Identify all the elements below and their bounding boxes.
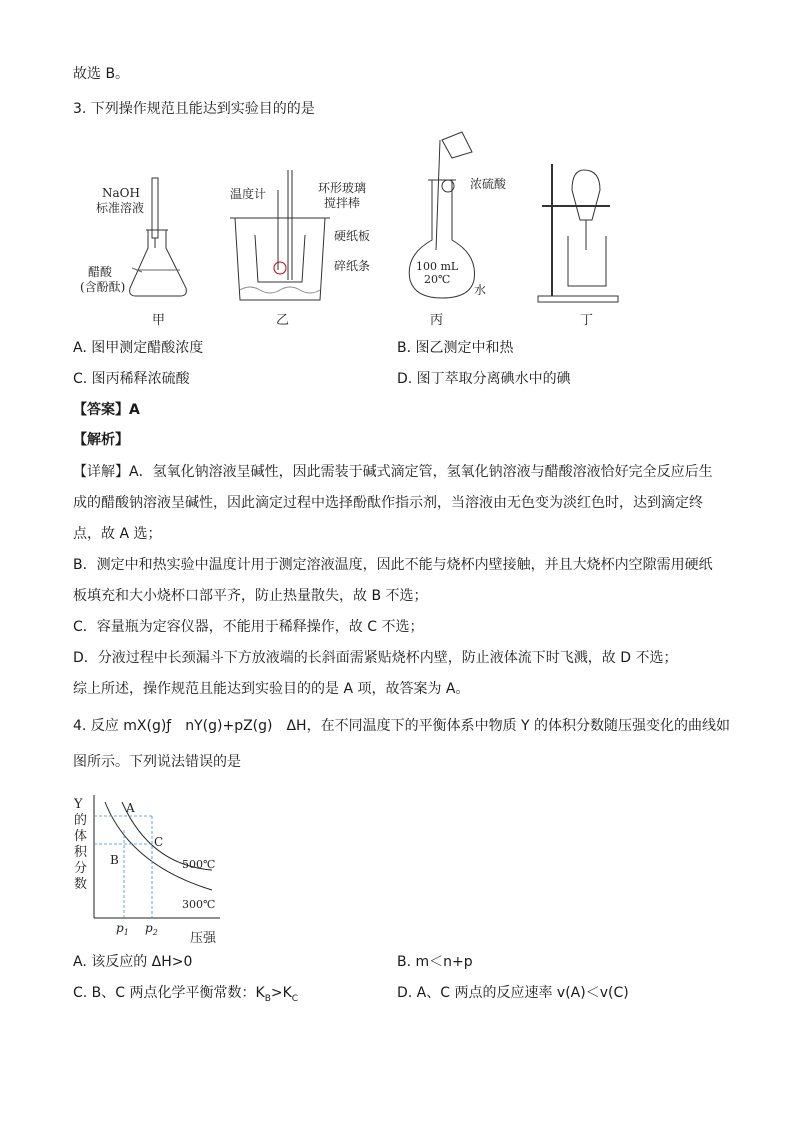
analysis-line: C．容量瓶为定容仪器，不能用于稀释操作，故 C 不选； bbox=[73, 619, 424, 635]
y-axis-label-1: Y bbox=[74, 797, 83, 812]
answer-label: 【答案】A bbox=[73, 402, 140, 418]
curve-300: 300℃ bbox=[182, 898, 216, 911]
caption-jia: 甲 bbox=[152, 313, 166, 328]
q3-option-a: A. 图甲测定醋酸浓度 bbox=[73, 340, 204, 356]
bing-label-acid: 浓硫酸 bbox=[470, 177, 507, 191]
q3-option-c: C. 图丙稀释浓硫酸 bbox=[73, 371, 190, 387]
caption-yi: 乙 bbox=[276, 313, 290, 328]
x-axis-label: 压强 bbox=[190, 931, 217, 945]
q3-option-b: B. 图乙测定中和热 bbox=[397, 340, 514, 356]
bing-label-water: 水 bbox=[474, 283, 487, 297]
analysis-label: 【解析】 bbox=[73, 432, 129, 448]
analysis-line: 综上所述，操作规范且能达到实验目的的是 A 项，故答案为 A。 bbox=[73, 681, 470, 697]
q4-option-a: A. 该反应的 ΔH>0 bbox=[73, 954, 193, 970]
yi-label-board: 硬纸板 bbox=[334, 229, 371, 243]
separatory-funnel bbox=[538, 164, 618, 302]
text-line: 故选 B。 bbox=[73, 66, 130, 82]
caption-ding: 丁 bbox=[580, 313, 594, 328]
analysis-line: 点，故 A 选； bbox=[73, 526, 162, 542]
y-axis-label-2: 的 bbox=[74, 813, 88, 828]
point-b: B bbox=[110, 853, 119, 867]
curve-500: 500℃ bbox=[182, 858, 216, 871]
q4-option-b: B. m＜n+p bbox=[397, 954, 473, 970]
point-c: C bbox=[154, 835, 164, 849]
jia-label-naoh: NaOH bbox=[102, 186, 140, 200]
question-3-stem: 3. 下列操作规范且能达到实验目的的是 bbox=[73, 101, 315, 117]
y-axis-label-3: 体 bbox=[74, 829, 88, 844]
jia-label-phen: (含酚酞) bbox=[80, 280, 126, 294]
tick-p1: $p_1$ bbox=[116, 921, 129, 937]
analysis-line: 板填充和大小烧杯口部平齐，防止热量散失，故 B 不选； bbox=[73, 588, 428, 604]
question-4-stem: 图所示。下列说法错误的是 bbox=[73, 754, 241, 770]
yi-label-stir: 搅拌棒 bbox=[324, 196, 361, 210]
yi-label-thermometer: 温度计 bbox=[230, 187, 267, 201]
analysis-line: D．分液过程中长颈漏斗下方放液端的长斜面需紧贴烧杯内壁，防止液体流下时飞溅，故 D 不选； bbox=[73, 650, 678, 666]
y-axis-label-6: 数 bbox=[74, 877, 88, 892]
caption-bing: 丙 bbox=[430, 313, 444, 328]
q3-option-d: D. 图丁萃取分离碘水中的碘 bbox=[397, 371, 571, 387]
analysis-line: 成的醋酸钠溶液呈碱性，因此滴定过程中选择酚酞作指示剂，当溶液由无色变为淡红色时，达到滴定终 bbox=[73, 495, 703, 511]
analysis-line: B．测定中和热实验中温度计用于测定溶液温度，因此不能与烧杯内壁接触，并且大烧杯内空隙需用硬纸 bbox=[73, 557, 713, 573]
jia-label-std: 标准溶液 bbox=[96, 201, 145, 215]
q4-option-d: D. A、C 两点的反应速率 v(A)＜v(C) bbox=[397, 985, 629, 1001]
analysis-line: 【详解】A．氢氧化钠溶液呈碱性，因此需装于碱式滴定管，氢氧化钠溶液与醋酸溶液恰好完全反应后生 bbox=[73, 464, 713, 480]
point-a: A bbox=[126, 801, 135, 815]
q4-option-c: C. B、C 两点化学平衡常数：$K_B>K_C$ bbox=[73, 985, 299, 1004]
bing-label-volume: 100 mL bbox=[416, 260, 459, 273]
y-axis-label-5: 分 bbox=[74, 861, 88, 876]
yi-label-ring: 环形玻璃 bbox=[318, 181, 367, 195]
tick-p2: $p_2$ bbox=[145, 921, 158, 937]
experiment-figure bbox=[80, 130, 640, 330]
y-axis-label-4: 积 bbox=[74, 845, 88, 860]
yi-label-paper: 碎纸条 bbox=[334, 259, 371, 273]
equilibrium-graph bbox=[70, 790, 230, 945]
bing-label-temp: 20℃ bbox=[424, 273, 451, 286]
question-4-stem: 4. 反应 mX(g)ƒ nY(g)+pZ(g) ΔH，在不同温度下的平衡体系中物质 Y 的体积分数随压强变化的曲线如 bbox=[73, 718, 731, 734]
jia-label-acid: 醋酸 bbox=[88, 265, 113, 279]
